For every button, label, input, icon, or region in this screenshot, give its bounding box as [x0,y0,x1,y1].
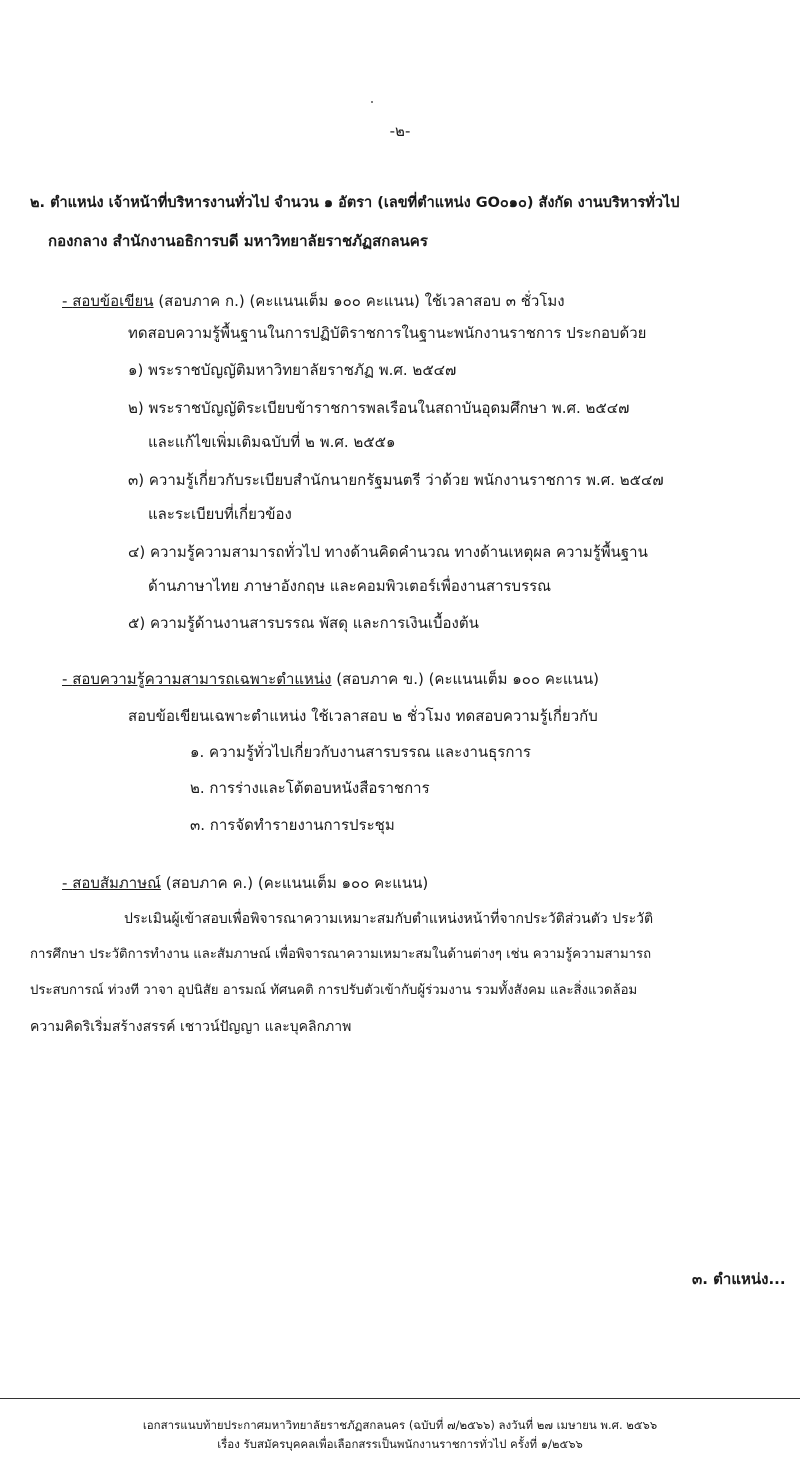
section-c-header [62,872,428,894]
section-a-item-4: ๔) ความรู้ความสามารถทั่วไป ทางด้านคิดคำนวณ ทางด้านเหตุผล ความรู้พื้นฐาน [128,543,648,561]
section-a-item-2: ๒) พระราชบัญญัติระเบียบข้าราชการพลเรือนในสถาบันอุดมศึกษา พ.ศ. ๒๕๔๗ [128,399,630,417]
section-b-header [62,668,599,690]
section-b-item-2: ๒. การร่างและโต้ตอบหนังสือราชการ [190,779,430,797]
section-b-item-3: ๓. การจัดทำรายงานการประชุม [190,816,395,834]
section-a-item-3-cont: และระเบียบที่เกี่ยวข้อง [148,505,292,523]
section-a-intro: ทดสอบความรู้พื้นฐานในการปฏิบัติราชการในฐานะพนักงานราชการ ประกอบด้วย [128,324,647,342]
section-a-item-5: ๕) ความรู้ด้านงานสารบรรณ พัสดุ และการเงินเบื้องต้น [128,614,479,632]
position-heading-line-1: ๒. ตำแหน่ง เจ้าหน้าที่บริหารงานทั่วไป จำนวน ๑ อัตรา (เลขที่ตำแหน่ง GO๐๑๐) สังกัด งานบริหารทั่วไป [30,195,680,211]
section-a-dash: - [62,292,73,310]
section-c-paragraph-line-4: ความคิดริเริ่มสร้างสรรค์ เชาวน์ปัญญา และบุคลิกภาพ [30,1019,352,1035]
section-a-item-2-cont: และแก้ไขเพิ่มเติมฉบับที่ ๒ พ.ศ. ๒๕๕๑ [148,433,396,451]
section-b-dash: - [62,670,73,688]
section-a-title: สอบข้อเขียน [72,292,154,310]
section-b-item-1: ๑. ความรู้ทั่วไปเกี่ยวกับงานสารบรรณ และงานธุรการ [190,743,531,761]
section-a-item-4-cont: ด้านภาษาไทย ภาษาอังกฤษ และคอมพิวเตอร์เพื่องานสารบรรณ [148,577,552,595]
section-a-details: (สอบภาค ก.) (คะแนนเต็ม ๑๐๐ คะแนน) ใช้เวลาสอบ ๓ ชั่วโมง [153,292,565,310]
section-a-header [62,290,565,312]
footer-line-1: เอกสารแนบท้ายประกาศมหาวิทยาลัยราชภัฏสกลนคร (ฉบับที่ ๗/๒๕๖๖) ลงวันที่ ๒๗ เมษายน พ.ศ. ๒๕๖๖ [142,1418,658,1432]
section-b-details: (สอบภาค ข.) (คะแนนเต็ม ๑๐๐ คะแนน) [331,670,599,688]
page-number: -๒- [389,122,411,140]
footer-line-2: เรื่อง รับสมัครบุคคลเพื่อเลือกสรรเป็นพนักงานราชการทั่วไป ครั้งที่ ๑/๒๕๖๖ [217,1437,583,1451]
section-c-title: สอบสัมภาษณ์ [72,874,162,892]
section-b-intro: สอบข้อเขียนเฉพาะตำแหน่ง ใช้เวลาสอบ ๒ ชั่วโมง ทดสอบความรู้เกี่ยวกับ [128,707,598,725]
section-a-item-1: ๑) พระราชบัญญัติมหาวิทยาลัยราชภัฏ พ.ศ. ๒๕๔๗ [128,361,457,379]
section-c-dash: - [62,874,73,892]
section-b-title: สอบความรู้ความสามารถเฉพาะตำแหน่ง [72,670,332,688]
section-c-details: (สอบภาค ค.) (คะแนนเต็ม ๑๐๐ คะแนน) [161,874,429,892]
section-c-paragraph-line-3: ประสบการณ์ ท่วงที วาจา อุปนิสัย อารมณ์ ทัศนคติ การปรับตัวเข้ากับผู้ร่วมงาน รวมทั้งสังคม และสิ่งแวดล้อม [30,983,638,998]
position-heading-line-2: กองกลาง สำนักงานอธิการบดี มหาวิทยาลัยราชภัฏสกลนคร [48,232,428,250]
section-c-paragraph-line-2: การศึกษา ประวัติการทำงาน และสัมภาษณ์ เพื่อพิจารณาความเหมาะสมในด้านต่างๆ เช่น ความรู้ความสามารถ [30,947,652,962]
section-a-item-3: ๓) ความรู้เกี่ยวกับระเบียบสำนักนายกรัฐมนตรี ว่าด้วย พนักงานราชการ พ.ศ. ๒๕๔๗ [128,471,664,489]
footer-divider [0,1398,800,1399]
continuation-text: ๓. ตำแหน่ง... [692,1270,786,1288]
scan-speck [371,101,373,103]
section-c-paragraph-line-1: ประเมินผู้เข้าสอบเพื่อพิจารณาความเหมาะสมกับตำแหน่งหน้าที่จากประวัติส่วนตัว ประวัติ [124,911,654,927]
